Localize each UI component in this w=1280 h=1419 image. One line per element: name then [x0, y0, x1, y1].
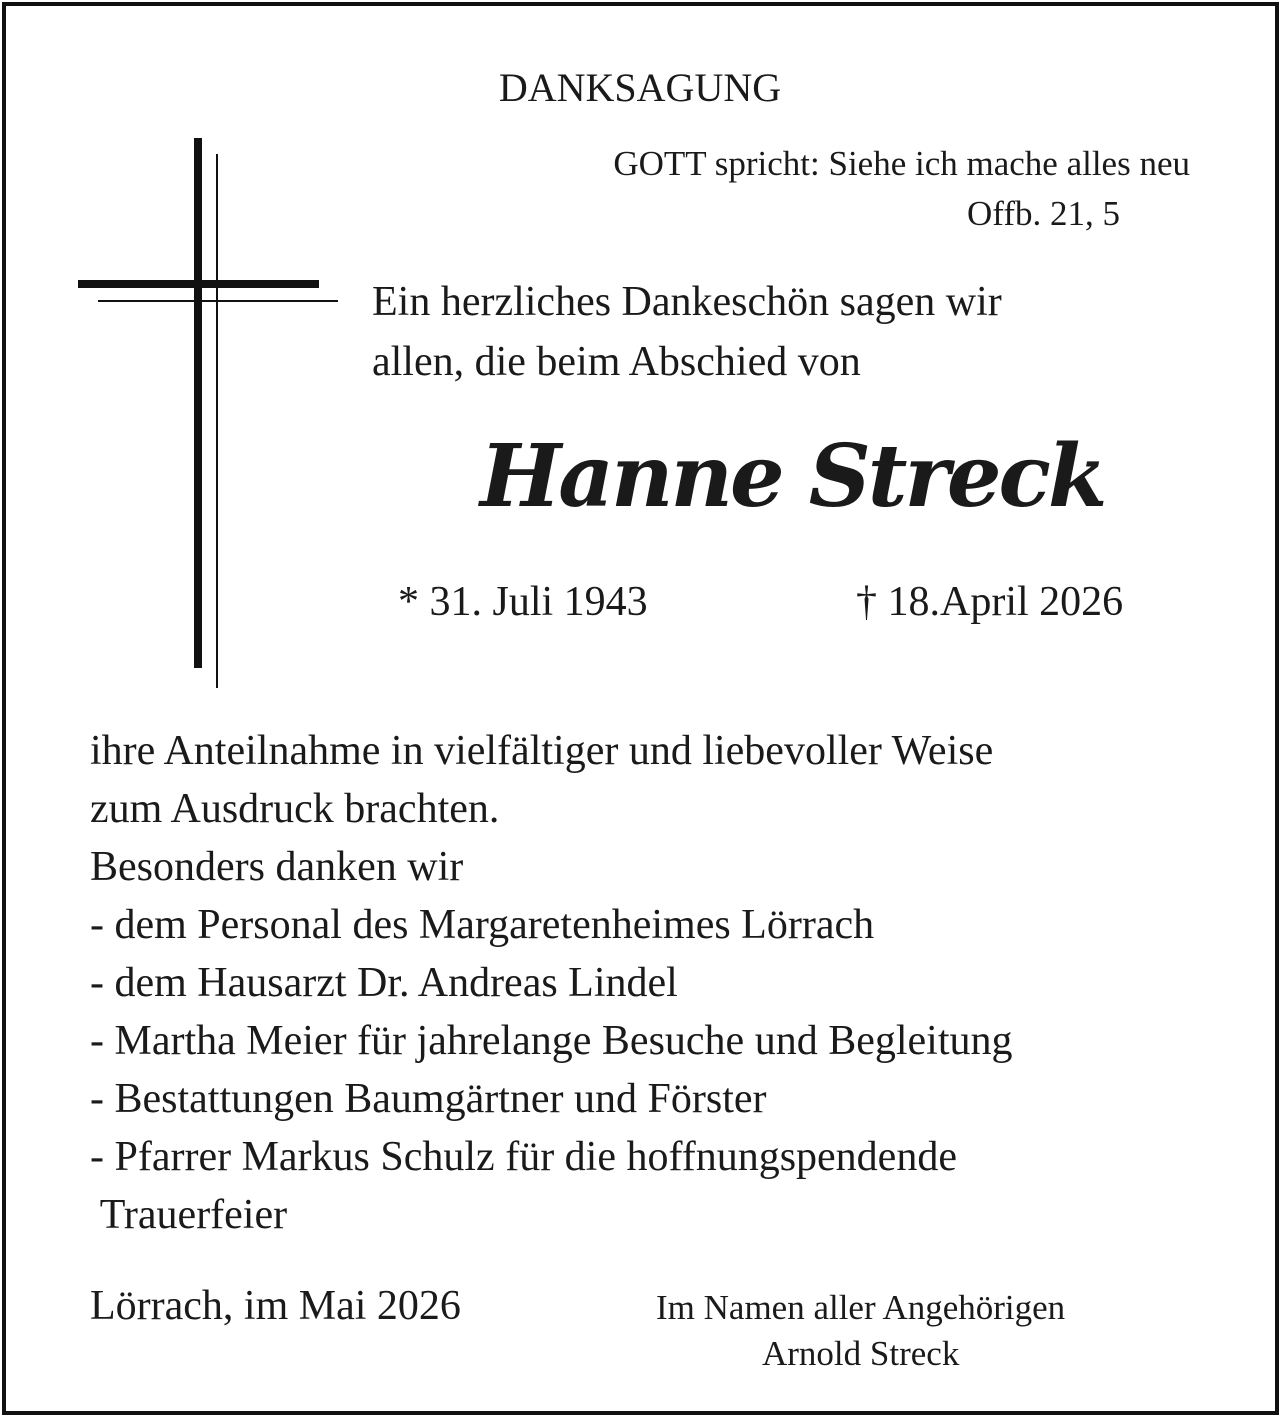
bible-verse: GOTT spricht: Siehe ich mache alles neu	[613, 144, 1190, 183]
cross-horizontal-thin	[98, 300, 338, 302]
place-and-date: Lörrach, im Mai 2026	[90, 1283, 461, 1329]
thanks-intro-line: Ein herzliches Dankeschön sagen wir	[372, 279, 1002, 325]
body-line: zum Ausdruck brachten.	[90, 786, 500, 832]
body-line: - dem Hausarzt Dr. Andreas Lindel	[90, 960, 678, 1006]
body-line: - dem Personal des Margaretenheimes Lörrach	[90, 902, 875, 948]
thanks-intro-line: allen, die beim Abschied von	[372, 339, 861, 385]
cross-vertical-thick	[194, 138, 202, 668]
thanks-intro	[372, 272, 1152, 392]
birth-date: * 31. Juli 1943	[398, 579, 648, 625]
notice-heading: DANKSAGUNG	[498, 65, 782, 110]
deceased-name: Hanne Streck	[480, 426, 1105, 527]
cross-horizontal-thick	[78, 280, 319, 288]
thanks-body	[90, 722, 1013, 1244]
cross-vertical-thin	[216, 154, 218, 688]
body-line: - Bestattungen Baumgärtner und Förster	[90, 1076, 767, 1122]
death-date: † 18.April 2026	[856, 579, 1124, 625]
bible-verse-reference: Offb. 21, 5	[967, 194, 1120, 233]
signature-line: Im Namen aller Angehörigen	[656, 1288, 1066, 1327]
signature-name: Arnold Streck	[762, 1334, 960, 1373]
deceased-name-block	[480, 426, 1105, 527]
body-line: - Pfarrer Markus Schulz für die hoffnungspendende	[90, 1134, 957, 1180]
body-line: ihre Anteilnahme in vielfältiger und liebevoller Weise	[90, 728, 994, 774]
body-line: - Martha Meier für jahrelange Besuche und Begleitung	[90, 1018, 1013, 1064]
body-line: Trauerfeier	[90, 1192, 288, 1238]
body-line: Besonders danken wir	[90, 844, 464, 890]
